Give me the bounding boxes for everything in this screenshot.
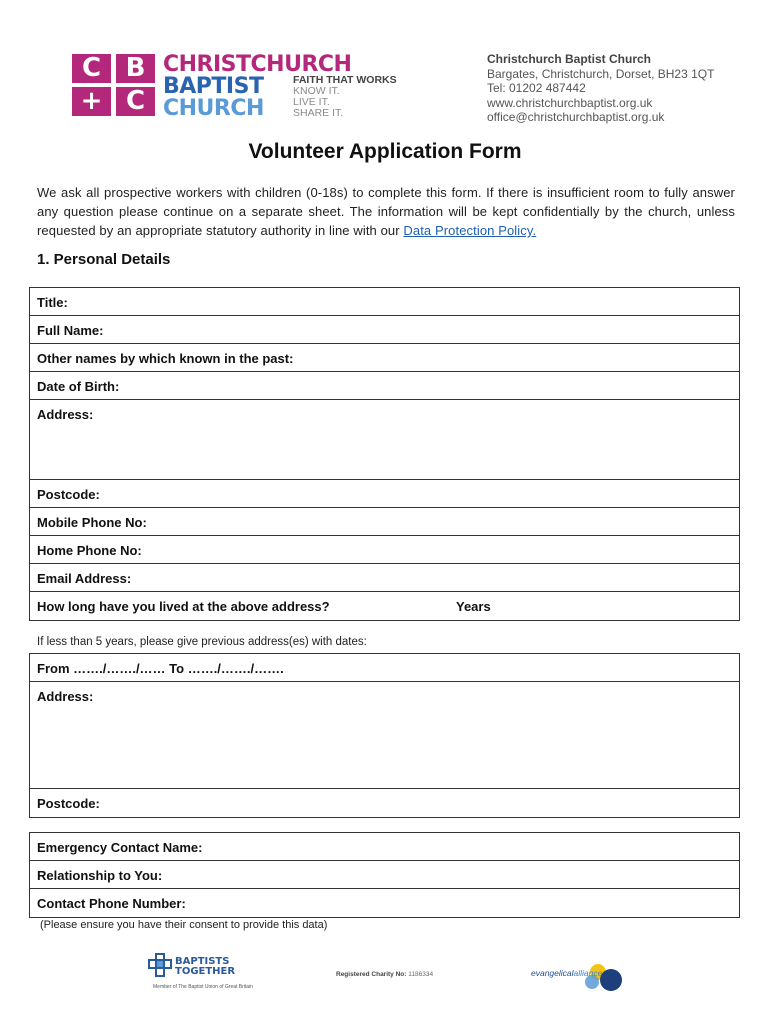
field-relationship[interactable] <box>30 861 739 889</box>
previous-address-note: If less than 5 years, please give previous address(es) with dates: <box>37 636 367 648</box>
church-email: office@christchurchbaptist.org.uk <box>487 110 665 124</box>
field-address-label: Address: <box>37 407 94 422</box>
tagline-3: LIVE IT. <box>293 96 330 108</box>
logo-cross: + <box>72 87 111 116</box>
ea-part2: alliance <box>573 968 603 978</box>
church-contact-block <box>487 52 714 125</box>
field-other-names[interactable] <box>30 344 739 372</box>
logo-letter-b: B <box>116 54 155 83</box>
charity-label: Registered Charity No: <box>336 971 407 978</box>
field-postcode[interactable] <box>30 480 739 508</box>
tagline-4: SHARE IT. <box>293 107 344 119</box>
church-name: Christchurch Baptist Church <box>487 52 652 66</box>
baptists-together-cross-icon <box>148 953 172 977</box>
field-home-phone[interactable] <box>30 536 739 564</box>
field-previous-address[interactable] <box>30 682 739 789</box>
field-contact-phone[interactable] <box>30 889 739 917</box>
form-intro <box>37 183 735 240</box>
evangelical-alliance-logo <box>530 962 625 992</box>
logo-tagline <box>293 75 397 119</box>
field-previous-postcode[interactable] <box>30 789 739 817</box>
field-emergency-contact-name-label: Emergency Contact Name: <box>37 840 203 855</box>
field-email-address[interactable] <box>30 564 739 592</box>
field-years-at-address[interactable] <box>30 592 739 620</box>
church-tel: Tel: 01202 487442 <box>487 81 586 95</box>
consent-note: (Please ensure you have their consent to provide this data) <box>40 919 328 931</box>
logo-letter-c: C <box>72 54 111 83</box>
ea-part1: evangelical <box>531 968 574 978</box>
field-date-of-birth[interactable] <box>30 372 739 400</box>
logo-word-church: CHURCH <box>163 96 264 121</box>
evangelical-alliance-wordmark <box>531 968 602 978</box>
previous-address-table <box>29 653 740 818</box>
church-address: Bargates, Christchurch, Dorset, BH23 1QT <box>487 66 715 81</box>
baptists-union-member-text: Member of The Baptist Union of Great Britain <box>153 984 253 990</box>
field-home-phone-label: Home Phone No: <box>37 543 142 558</box>
bt-line1: BAPTISTS <box>175 956 230 967</box>
field-postcode-label: Postcode: <box>37 487 100 502</box>
cbc-monogram <box>72 54 156 116</box>
charity-number: 1186334 <box>408 971 434 978</box>
field-emergency-contact-name[interactable] <box>30 833 739 861</box>
field-mobile-phone-label: Mobile Phone No: <box>37 515 147 530</box>
field-mobile-phone[interactable] <box>30 508 739 536</box>
field-email-address-label: Email Address: <box>37 571 132 586</box>
field-from-to-dates[interactable] <box>30 654 739 682</box>
logo-letter-c2: C <box>116 87 155 116</box>
field-years-at-address-label: How long have you lived at the above address? <box>37 599 330 614</box>
tagline-1: FAITH THAT WORKS <box>293 74 397 86</box>
church-logo <box>72 54 402 120</box>
tagline-2: KNOW IT. <box>293 85 340 97</box>
baptists-together-wordmark <box>175 957 235 977</box>
personal-details-table <box>29 287 740 621</box>
baptists-together-logo <box>148 953 258 993</box>
field-from-to-dates-label: From ……./……./…… To ……./……./……. <box>37 661 284 676</box>
field-title[interactable] <box>30 288 739 316</box>
emergency-contact-table <box>29 832 740 918</box>
field-full-name[interactable] <box>30 316 739 344</box>
data-protection-link[interactable]: Data Protection Policy. <box>403 223 537 238</box>
field-date-of-birth-label: Date of Birth: <box>37 379 120 394</box>
intro-text: We ask all prospective workers with children (0-18s) to complete this form. If there is insufficient room to fully answer any question please continue on a separate sheet. The information will be kept confidentially by the church, unless requested by an appropriate statutory authority in line with our <box>37 185 735 238</box>
field-relationship-label: Relationship to You: <box>37 868 163 883</box>
logo-word-baptist: BAPTIST <box>163 74 264 99</box>
field-other-names-label: Other names by which known in the past: <box>37 351 294 366</box>
logo-word-christchurch: CHRISTCHURCH <box>163 52 352 77</box>
registered-charity <box>336 971 433 978</box>
years-unit-label: Years <box>456 599 491 614</box>
field-title-label: Title: <box>37 295 68 310</box>
field-address[interactable] <box>30 400 739 480</box>
section-personal-details-heading: 1. Personal Details <box>37 251 171 268</box>
bt-line2: TOGETHER <box>175 966 236 977</box>
field-contact-phone-label: Contact Phone Number: <box>37 896 186 911</box>
field-full-name-label: Full Name: <box>37 323 104 338</box>
field-previous-postcode-label: Postcode: <box>37 796 100 811</box>
church-website: www.christchurchbaptist.org.uk <box>487 95 653 110</box>
form-title: Volunteer Application Form <box>248 140 522 163</box>
field-previous-address-label: Address: <box>37 689 94 704</box>
